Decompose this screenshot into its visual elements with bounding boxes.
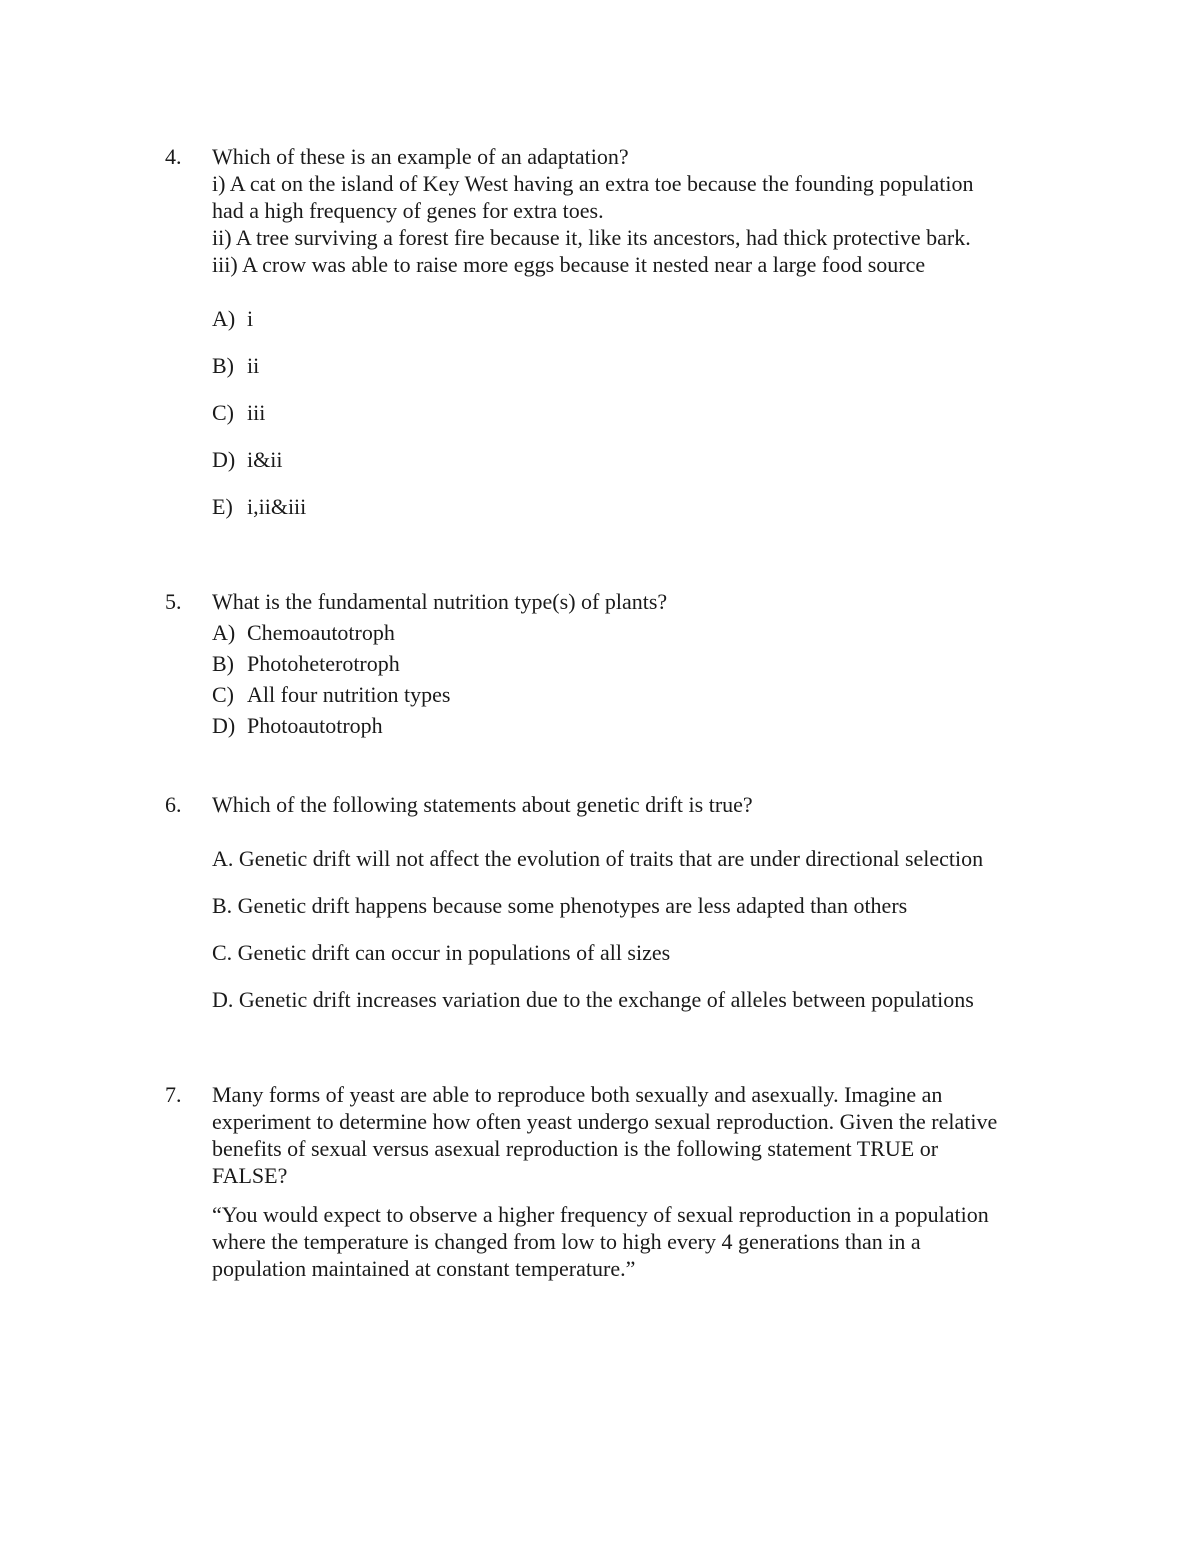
choice-text: i <box>247 306 254 331</box>
choice-text: i,ii&iii <box>247 494 307 519</box>
quote-line: “You would expect to observe a higher frequency of sexual reproduction in a population <box>212 1202 989 1227</box>
choice-letter: B) <box>212 651 234 676</box>
choice-c <box>212 399 512 426</box>
question-number: 4. <box>165 144 182 169</box>
choice-letter: D) <box>212 447 236 472</box>
choice-text: Photoheterotroph <box>247 651 400 676</box>
statement-line: i) A cat on the island of Key West having an extra toe because the founding population <box>212 171 974 196</box>
choice-b: B. Genetic drift happens because some phenotypes are less adapted than others <box>212 893 908 918</box>
choice-text: iii <box>247 400 266 425</box>
quote-line: where the temperature is changed from low to high every 4 generations than in a <box>212 1229 921 1254</box>
choice-text: i&ii <box>247 447 283 472</box>
question-stem-line: FALSE? <box>212 1163 288 1188</box>
choice-text: All four nutrition types <box>247 682 451 707</box>
question-4 <box>165 143 1065 533</box>
question-6 <box>165 791 1065 1021</box>
choice-letter: C) <box>212 682 234 707</box>
choice-d: D. Genetic drift increases variation due to the exchange of alleles between populations <box>212 987 974 1012</box>
question-body <box>212 791 1062 1012</box>
question-stem-line: benefits of sexual versus asexual reproduction is the following statement TRUE or <box>212 1136 939 1161</box>
choice-letter: A) <box>212 620 236 645</box>
choice-letter: D) <box>212 713 236 738</box>
quoted-statement <box>212 1201 989 1282</box>
question-body <box>212 143 1062 519</box>
question-body <box>212 586 1062 741</box>
choice-text: ii <box>247 353 260 378</box>
choice-d <box>212 446 512 473</box>
question-number: 5. <box>165 589 182 614</box>
choice-text: Chemoautotroph <box>247 620 395 645</box>
choice-text: Photoautotroph <box>247 713 383 738</box>
choice-c: C. Genetic drift can occur in populations of all sizes <box>212 940 671 965</box>
question-number: 7. <box>165 1082 182 1107</box>
quote-line: population maintained at constant temperature.” <box>212 1256 636 1281</box>
choice-letter: E) <box>212 494 233 519</box>
statement-line: had a high frequency of genes for extra toes. <box>212 198 604 223</box>
question-stem-line: experiment to determine how often yeast undergo sexual reproduction. Given the relative <box>212 1109 998 1134</box>
question-body <box>212 1081 1062 1281</box>
question-5 <box>165 588 1065 748</box>
question-7 <box>165 1081 1065 1281</box>
choice-b <box>212 648 1062 679</box>
choice-letter: B) <box>212 353 234 378</box>
question-number: 6. <box>165 792 182 817</box>
choice-b <box>212 352 512 379</box>
choice-d <box>212 710 1062 741</box>
choice-letter: A) <box>212 306 236 331</box>
choice-a <box>212 305 512 332</box>
statement-line: ii) A tree surviving a forest fire because it, like its ancestors, had thick protective bark. <box>212 225 971 250</box>
choice-a: A. Genetic drift will not affect the evolution of traits that are under directional selection <box>212 846 984 871</box>
question-stem-line: Many forms of yeast are able to reproduce both sexually and asexually. Imagine an <box>212 1082 943 1107</box>
choice-a <box>212 617 1062 648</box>
statement-line: iii) A crow was able to raise more eggs because it nested near a large food source <box>212 252 926 277</box>
choice-letter: C) <box>212 400 234 425</box>
choice-e <box>212 493 512 520</box>
choice-c <box>212 679 1062 710</box>
question-stem: What is the fundamental nutrition type(s) of plants? <box>212 589 668 614</box>
question-stem: Which of these is an example of an adaptation? <box>212 144 629 169</box>
question-stem: Which of the following statements about genetic drift is true? <box>212 792 753 817</box>
